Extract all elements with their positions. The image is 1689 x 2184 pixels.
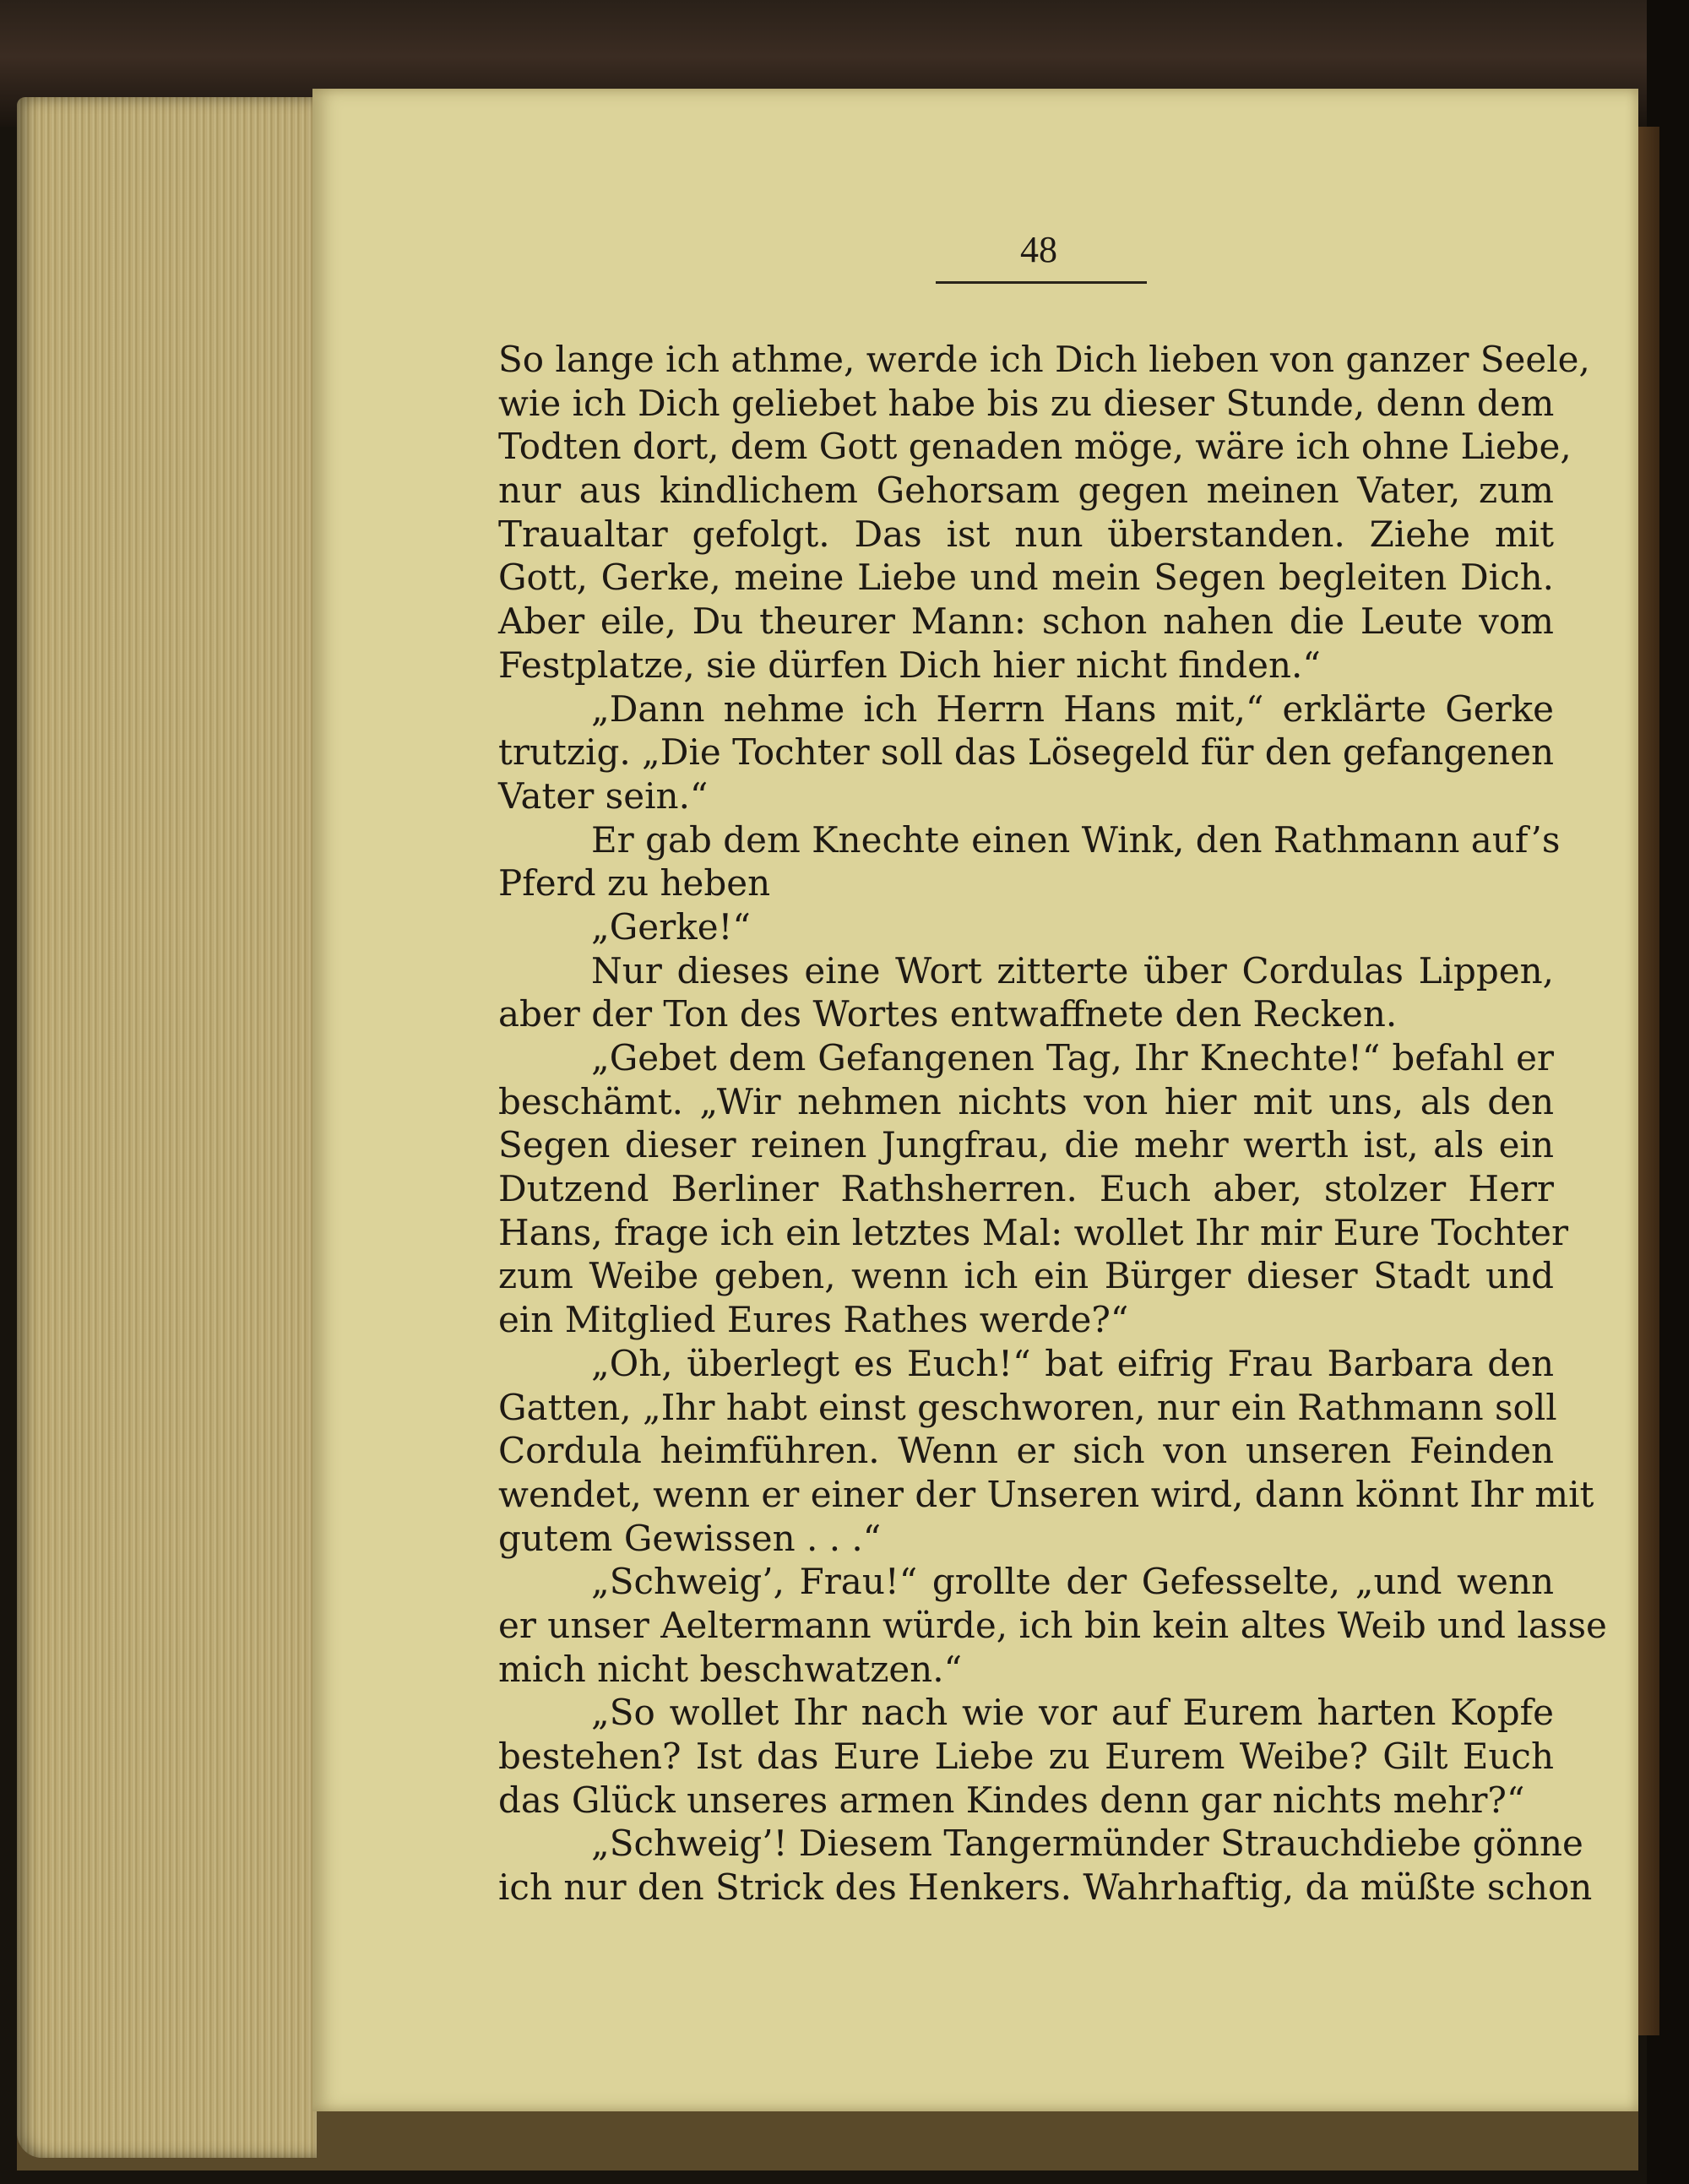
text-line: „Dann nehme ich Herrn Hans mit,“ erklärte Gerke bbox=[591, 687, 1554, 730]
text-line: Todten dort, dem Gott genaden möge, wäre ich ohne Liebe, bbox=[498, 426, 1572, 468]
text-line: „Gebet dem Gefangenen Tag, Ihr Knechte!“ befahl er bbox=[591, 1037, 1554, 1078]
text-line: So lange ich athme, werde ich Dich lieben von ganzer Seele, bbox=[498, 339, 1590, 380]
page-number: 48 bbox=[1020, 229, 1057, 270]
text-line: Er gab dem Knechte einen Wink, den Rathmann auf’s bbox=[591, 818, 1561, 861]
text-line: „Schweig’! Diesem Tangermünder Strauchdiebe gönne bbox=[591, 1823, 1583, 1865]
text-line: wendet, wenn er einer der Unseren wird, dann könnt Ihr mit bbox=[498, 1473, 1594, 1515]
text-line: ich nur den Strick des Henkers. Wahrhaftig, da müßte schon bbox=[498, 1866, 1593, 1909]
text-line: „Schweig’, Frau!“ grollte der Gefesselte, „und wenn bbox=[591, 1561, 1554, 1603]
text-line: Gatten, „Ihr habt einst geschworen, nur ein Rathmann soll bbox=[498, 1386, 1557, 1428]
text-line: Hans, frage ich ein letztes Mal: wollet Ihr mir Eure Tochter bbox=[498, 1211, 1569, 1253]
text-line: Cordula heimführen. Wenn er sich von unseren Feinden bbox=[498, 1430, 1554, 1472]
text-line: nur aus kindlichem Gehorsam gegen meinen Vater, zum bbox=[498, 470, 1554, 512]
text-line: Nur dieses eine Wort zitterte über Cordulas Lippen, bbox=[591, 949, 1554, 991]
text-line: Vater sein.“ bbox=[498, 774, 709, 817]
text-line: Gott, Gerke, meine Liebe und mein Segen begleiten Dich. bbox=[498, 557, 1554, 599]
page-edges-stack bbox=[17, 97, 317, 2158]
text-line: beschämt. „Wir nehmen nichts von hier mit uns, als den bbox=[498, 1080, 1554, 1122]
text-line: bestehen? Ist das Eure Liebe zu Eurem Weibe? Gilt Euch bbox=[498, 1736, 1554, 1777]
text-line: zum Weibe geben, wenn ich ein Bürger dieser Stadt und bbox=[498, 1255, 1554, 1297]
text-line: Traualtar gefolgt. Das ist nun überstanden. Ziehe mit bbox=[498, 513, 1554, 555]
text-line: „Gerke!“ bbox=[591, 905, 751, 948]
header-rule bbox=[936, 281, 1147, 284]
body-text bbox=[498, 338, 1607, 1910]
text-line: Aber eile, Du theurer Mann: schon nahen die Leute vom bbox=[498, 600, 1554, 643]
text-line: Segen dieser reinen Jungfrau, die mehr werth ist, als ein bbox=[498, 1124, 1554, 1166]
text-line: ein Mitglied Eures Rathes werde?“ bbox=[498, 1299, 1129, 1341]
text-line: „Oh, überlegt es Euch!“ bat eifrig Frau Barbara den bbox=[591, 1342, 1554, 1384]
text-line: „So wollet Ihr nach wie vor auf Eurem harten Kopfe bbox=[591, 1692, 1554, 1734]
text-line: trutzig. „Die Tochter soll das Lösegeld für den gefangenen bbox=[498, 731, 1554, 774]
text-line: Dutzend Berliner Rathsherren. Euch aber, stolzer Herr bbox=[498, 1168, 1554, 1210]
text-line: Pferd zu heben bbox=[498, 862, 771, 905]
text-line: er unser Aeltermann würde, ich bin kein altes Weib und lasse bbox=[498, 1604, 1607, 1646]
text-line: aber der Ton des Wortes entwaffnete den Recken. bbox=[498, 993, 1398, 1035]
text-line: mich nicht beschwatzen.“ bbox=[498, 1648, 963, 1690]
text-line: das Glück unseres armen Kindes denn gar nichts mehr?“ bbox=[498, 1779, 1525, 1821]
text-line: wie ich Dich geliebet habe bis zu dieser Stunde, denn dem bbox=[498, 382, 1555, 424]
text-line: Festplatze, sie dürfen Dich hier nicht finden.“ bbox=[498, 644, 1321, 686]
text-line: gutem Gewissen . . .“ bbox=[498, 1517, 882, 1559]
